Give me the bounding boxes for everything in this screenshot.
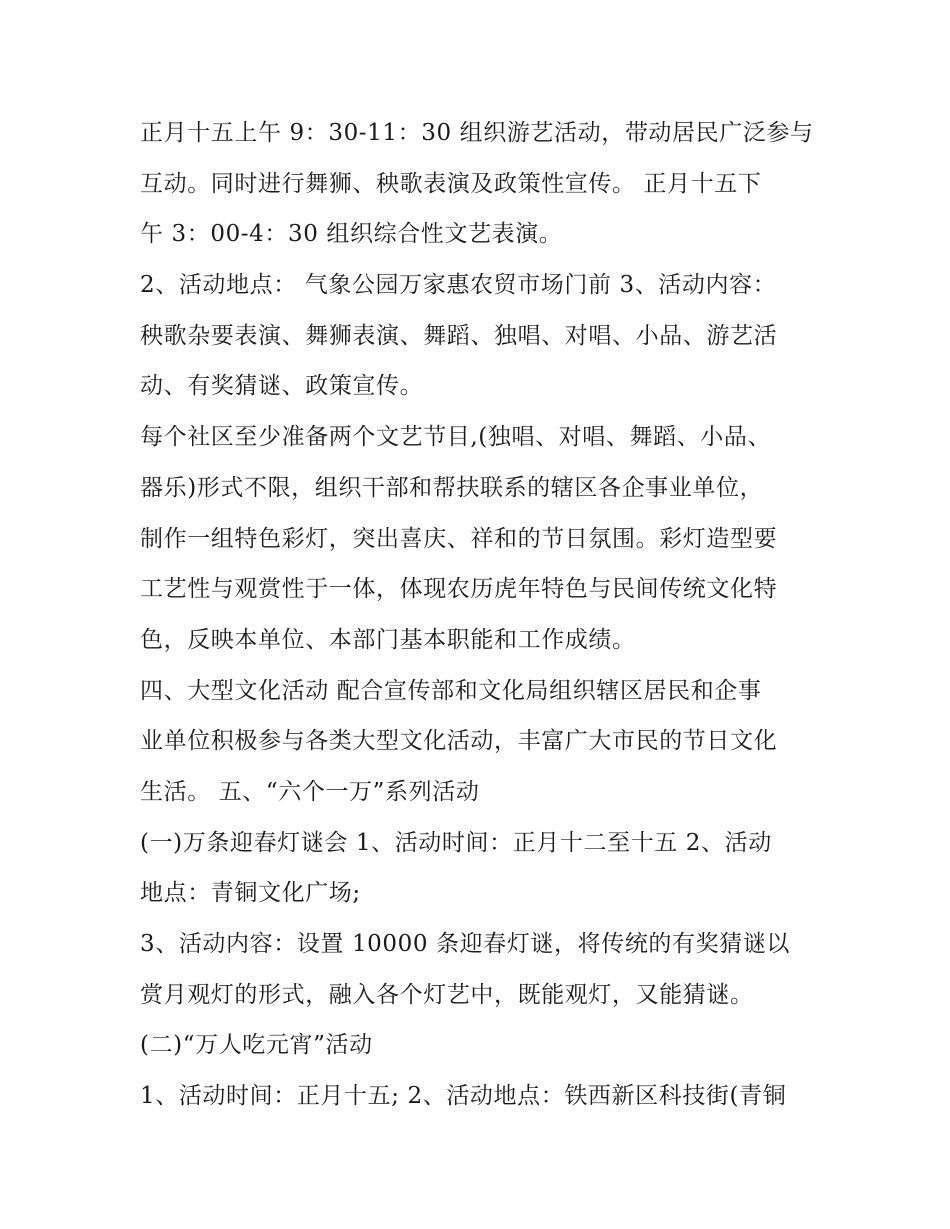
text-line: 3、活动内容：设置 10000 条迎春灯谜，将传统的有奖猜谜以 <box>140 931 791 957</box>
text-line: 器乐)形式不限，组织干部和帮扶联系的辖区各企事业单位， <box>140 474 764 501</box>
text-line: 生活。 五、“六个一万”系列活动 <box>140 778 480 805</box>
text-line: 色，反映本单位、本部门基本职能和工作成绩。 <box>140 626 636 653</box>
text-line: (二)“万人吃元宵”活动 <box>140 1032 373 1059</box>
text-line: 地点：青铜文化广场; <box>140 880 361 907</box>
text-line: 动、有奖猜谜、政策宣传。 <box>140 373 424 400</box>
text-line: 制作一组特色彩灯，突出喜庆、祥和的节日氛围。彩灯造型要 <box>140 525 778 552</box>
text-line: 2、活动地点： 气象公园万家惠农贸市场门前 3、活动内容： <box>140 272 777 299</box>
text-line: 正月十五上午 9：30-11：30 组织游艺活动，带动居民广泛参与 <box>140 120 814 146</box>
text-line: 午 3：00-4：30 组织综合性文艺表演。 <box>140 221 563 248</box>
text-line: 四、大型文化活动 配合宣传部和文化局组织辖区居民和企事 <box>140 677 762 704</box>
text-line: (一)万条迎春灯谜会 1、活动时间：正月十二至十五 2、活动 <box>140 829 772 856</box>
text-line: 每个社区至少准备两个文艺节目,(独唱、对唱、舞蹈、小品、 <box>140 424 772 451</box>
text-line: 赏月观灯的形式，融入各个灯艺中，既能观灯，又能猜谜。 <box>140 981 754 1008</box>
document-body <box>140 108 820 1122</box>
text-line: 工艺性与观赏性于一体，体现农历虎年特色与民间传统文化特 <box>140 576 778 603</box>
text-line: 互动。同时进行舞狮、秧歌表演及政策性宣传。 正月十五下 <box>140 170 762 197</box>
text-line: 1、活动时间：正月十五; 2、活动地点：铁西新区科技街(青铜 <box>140 1083 787 1110</box>
text-line: 秧歌杂要表演、舞狮表演、舞蹈、独唱、对唱、小品、游艺活 <box>140 322 778 349</box>
text-line: 业单位积极参与各类大型文化活动，丰富广大市民的节日文化 <box>140 728 778 755</box>
